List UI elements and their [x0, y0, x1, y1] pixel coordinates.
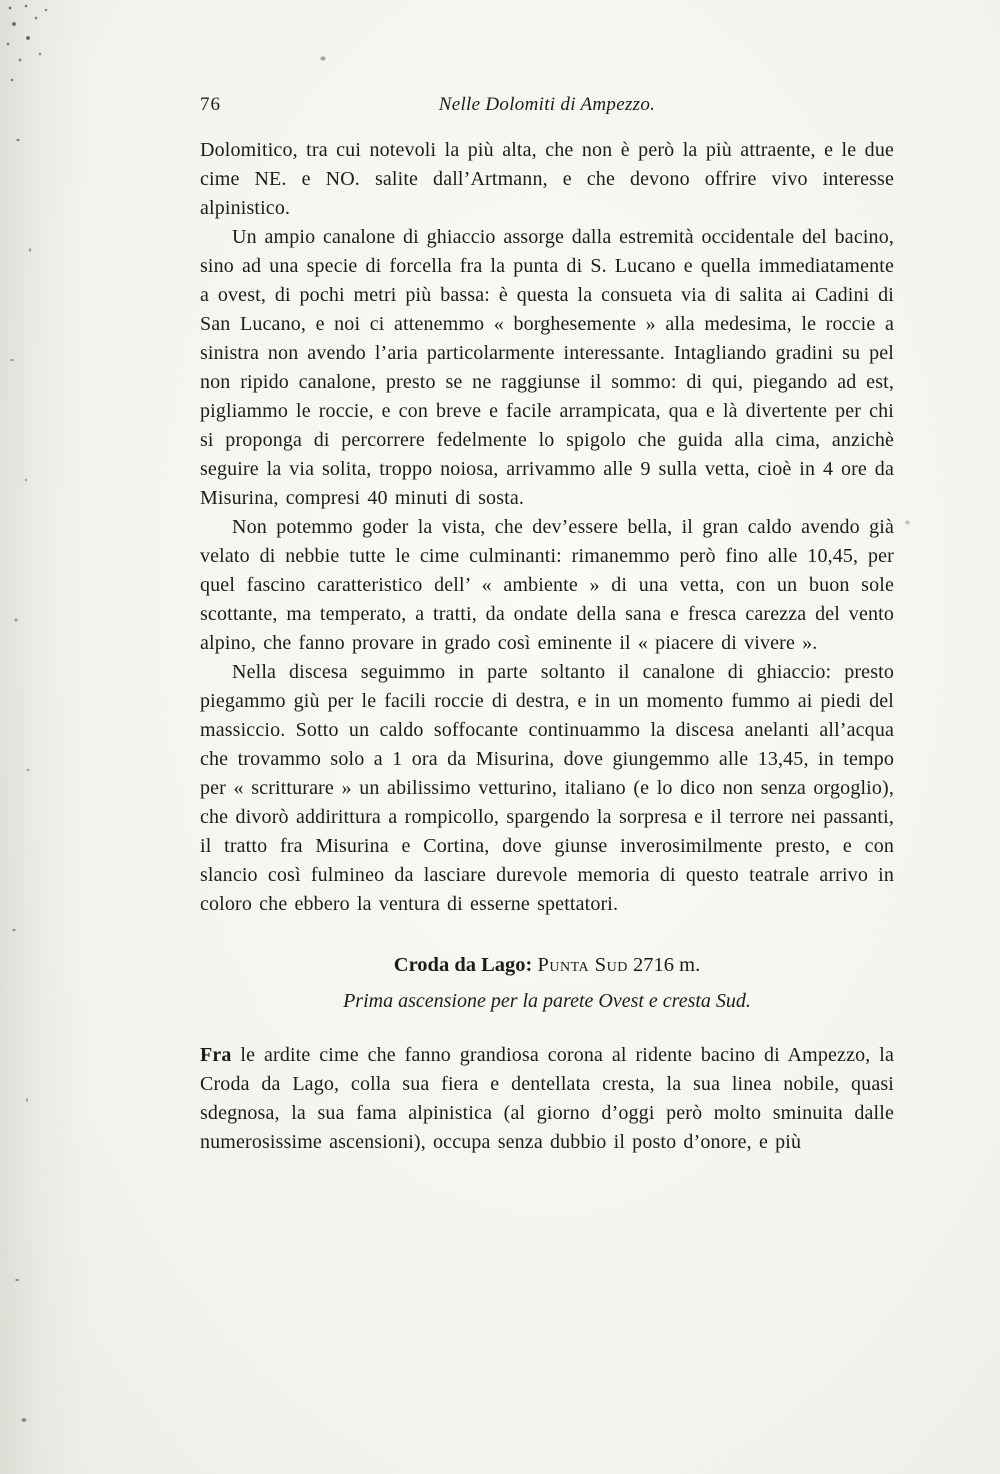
section-heading-elevation: 2716 m. — [633, 954, 701, 976]
paragraph-5-text: le ardite cime che fanno grandiosa corona al ridente bacino di Ampezzo, la Croda da Lago, colla sua fiera e dentellata cresta, la sua linea nobile, quasi sdegnosa, la sua fama alpinistica (al giorno d’oggi però molto sminuita dalle numerosissime ascensioni), occupa senza dubbio il posto d’onore, e più — [200, 1044, 894, 1153]
paragraph-3: Non potemmo goder la vista, che dev’essere bella, il gran caldo avendo già velato di nebbie tutte le cime culminanti: rimanemmo però fino alle 10,45, per quel fascino caratteristico dell’ « ambiente » di una vetta, con un buon sole scottante, ma temperato, a tratti, da ondate della sana e fresca carezza del vento alpino, che fanno provare in grado così eminente il « piacere di vivere ». — [200, 516, 894, 654]
paragraph-5 — [200, 1041, 894, 1157]
running-title: Nelle Dolomiti di Ampezzo. — [438, 94, 656, 115]
section-heading — [200, 951, 894, 979]
paragraph-4: Nella discesa seguimmo in parte soltanto il canalone di ghiaccio: presto piegammo giù per le facili roccie di destra, e in un momento fummo ai piedi del massiccio. Sotto un caldo soffocante continuammo la discesa anelanti all’acqua che trovammo solo a 1 ora da Misurina, dove giungemmo alle 13,45, in tempo per « scritturare » un abilissimo vetturino, italiano (e lo dico non senza orgoglio), che divorò addirittura a rompicollo, spargendo la sorpresa e il terrore nei passanti, il tratto fra Misurina e Cortina, dove giunse inverosimilmente presto, e con slancio così fulmineo da lasciare durevole memoria di questo teatrale arrivo in coloro che ebbero la ventura di esserne spettatori. — [200, 661, 894, 915]
paragraph-lead-word: Fra — [200, 1044, 232, 1066]
scan-noise-left-edge — [0, 0, 52, 1474]
paragraph-1: Dolomitico, tra cui notevoli la più alta, che non è però la più attraente, e le due cime NE. e NO. salite dall’Artmann, e che devono offrire vivo interesse alpinistico. — [200, 139, 894, 219]
page-content — [200, 94, 894, 1157]
scan-artifact-speck — [905, 520, 910, 525]
section-heading-title: Croda da Lago: — [393, 954, 533, 976]
scan-artifact-speck — [320, 56, 326, 61]
page-header — [200, 94, 894, 116]
section-heading-peak-name: Punta Sud — [537, 954, 628, 976]
paragraph-2: Un ampio canalone di ghiaccio assorge dalla estremità occidentale del bacino, sino ad una specie di forcella fra la punta di S. Lucano e quella immediatamente a ovest, di pochi metri più bassa: è questa la consueta via di salita ai Cadini di San Lucano, e noi ci attenemmo « borghesemente » alla medesima, le roccie a sinistra non avendo l’aria particolarmente interessante. Intagliando gradini su pel non ripido canalone, presto se ne raggiunse il sommo: di qui, piegando ad est, pigliammo le roccie, e con breve e facile arrampicata, qua e là divertente per chi si proponga di percorrere fedelmente lo spigolo che guida alla cima, anzichè seguire la via solita, troppo noiosa, arrivammo alle 9 sulla vetta, cioè in 4 ore da Misurina, compresi 40 minuti di sosta. — [200, 226, 894, 509]
page-number: 76 — [200, 94, 221, 115]
section-subheading: Prima ascensione per la parete Ovest e cresta Sud. — [343, 990, 751, 1012]
